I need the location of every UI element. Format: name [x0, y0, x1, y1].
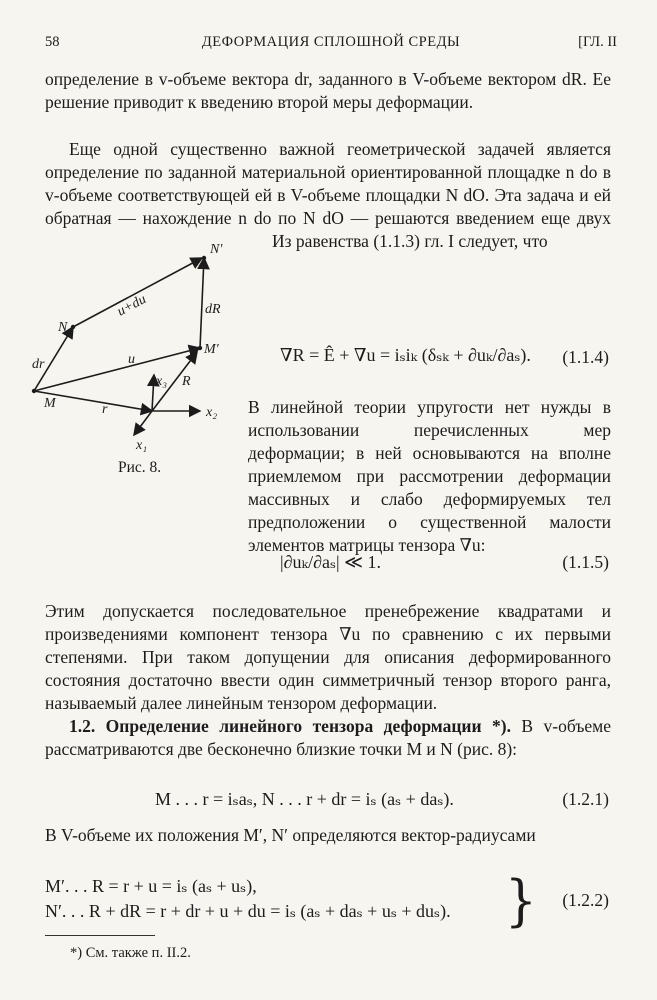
paragraph-3: Из равенства (1.1.3) гл. I следует, что	[272, 231, 548, 251]
section-text: В v-объеме рассматриваются две бесконечно близкие точки M и N (рис. 8):	[45, 716, 611, 759]
label-N-prime: N′	[210, 242, 223, 257]
figure-caption: Рис. 8.	[118, 459, 162, 476]
label-dr: dr	[32, 357, 45, 372]
label-r: r	[102, 402, 108, 417]
paragraph-4: В линейной теории упругости нет нужды в использовании перечисленных мер деформации; в ней основываются на вполне приемлемом при рассмотрении деформации массивных и слабо деформируемых тел предположении о существенной малости элементов матрицы тензора ∇u:	[248, 397, 611, 555]
equation-number-1-1-5: (1.1.5)	[562, 552, 609, 572]
paragraph-1: определение в v-объеме вектора dr, заданного в V-объеме вектором dR. Ее решение приводит к введению второй меры деформации.	[45, 69, 611, 112]
point-M-prime	[198, 346, 202, 350]
running-header	[45, 34, 617, 56]
label-x1: x₁	[136, 438, 148, 453]
label-N: N	[58, 320, 68, 335]
point-M	[32, 389, 36, 393]
equation-number-1-2-2: (1.2.2)	[562, 890, 609, 910]
point-N-prime	[202, 256, 206, 260]
vector-dR	[200, 258, 204, 348]
equation-brace: }	[505, 869, 537, 933]
axis-x3	[152, 375, 154, 411]
paragraph-5: Этим допускается последовательное пренебрежение квадратами и произведениями компонент тензора ∇u по сравнению с их первыми степенями. При таком допущении для описания деформированного состояния достаточно ввести один симметричный тензор второго ранга, называемый далее линейным тензором деформации.	[45, 601, 611, 713]
equation-1-2-2-a: M′. . . R = r + u = iₛ (aₛ + uₛ),	[45, 876, 257, 896]
running-title: ДЕФОРМАЦИЯ СПЛОШНОЙ СРЕДЫ	[201, 34, 461, 50]
equation-1-1-4: ∇R = Ê + ∇u = iₛiₖ (δₛₖ + ∂uₖ/∂aₛ).	[280, 345, 531, 365]
label-M-prime: M′	[204, 342, 219, 357]
paragraph-6	[45, 715, 611, 761]
page-number: 58	[45, 34, 60, 50]
label-R: R	[182, 374, 191, 389]
label-u: u	[128, 352, 135, 367]
equation-1-1-5: |∂uₖ/∂aₛ| ≪ 1.	[280, 552, 381, 572]
label-u-plus-du: u+du	[114, 291, 149, 320]
point-N	[71, 325, 75, 329]
vector-u-plus-du	[73, 258, 202, 327]
label-x3: x₃	[156, 374, 168, 389]
footnote-rule	[45, 935, 155, 936]
equation-1-2-2-b: N′. . . R + dR = r + dr + u + du = iₛ (aₛ + daₛ + uₛ + duₛ).	[45, 901, 451, 921]
paragraph-7: В V-объеме их положения M′, N′ определяются вектор-радиусами	[45, 825, 536, 845]
chapter-label: [ГЛ. II	[578, 34, 617, 50]
footnote: *) См. также п. II.2.	[70, 945, 191, 961]
equation-number-1-1-4: (1.1.4)	[562, 347, 609, 367]
vector-u	[34, 348, 200, 391]
section-title: 1.2. Определение линейного тензора деформации *).	[69, 716, 511, 736]
equation-number-1-2-1: (1.2.1)	[562, 789, 609, 809]
label-x2: x₂	[206, 405, 218, 420]
label-dR: dR	[205, 302, 221, 317]
figure-8-diagram	[22, 235, 252, 465]
equation-1-2-1: M . . . r = iₛaₛ, N . . . r + dr = iₛ (aₛ + daₛ).	[155, 789, 454, 809]
axis-x1	[134, 411, 152, 435]
label-M: M	[44, 396, 56, 411]
paragraph-2: Еще одной существенно важной геометрической задачей является определение по заданной материальной ориентированной площадке n do в v-объеме соответствующей ей в V-объеме площадки N dO. Эта задача и ей обратная — нахождение n do по N dO — решаются введением еще двух	[45, 139, 611, 228]
